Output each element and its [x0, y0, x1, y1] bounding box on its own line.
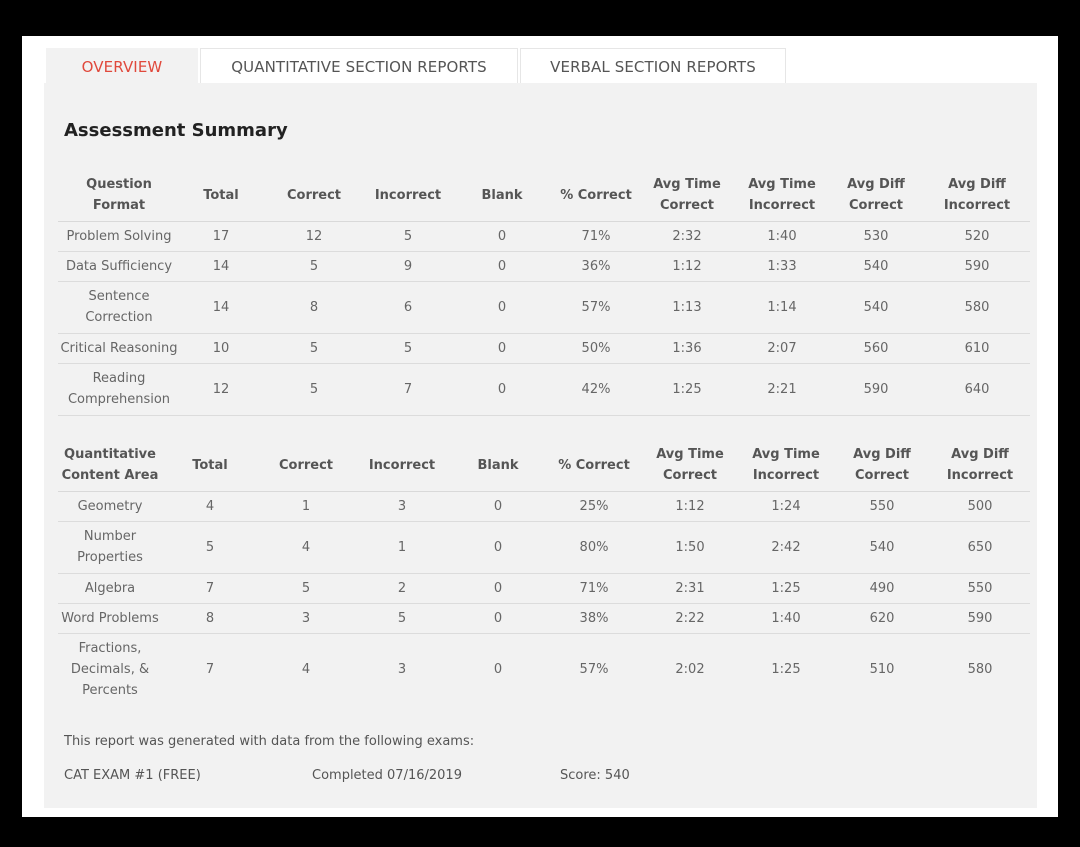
column-header: Avg Diff Correct	[828, 170, 924, 221]
column-header: Quantitative Content Area	[58, 440, 162, 491]
table-cell: 1:24	[738, 491, 834, 521]
table-row	[58, 333, 1030, 363]
row-label-cell: Problem Solving	[58, 221, 180, 251]
table-cell: 550	[930, 573, 1030, 603]
table-cell: 1:14	[736, 281, 828, 333]
table-cell: 0	[450, 363, 554, 415]
table-cell: 50%	[554, 333, 638, 363]
table-cell: 1:13	[638, 281, 736, 333]
column-header: Incorrect	[366, 170, 450, 221]
table-cell: 71%	[546, 573, 642, 603]
table-cell: 1:12	[642, 491, 738, 521]
question-format-table	[58, 170, 1030, 416]
table-cell: 71%	[554, 221, 638, 251]
table-cell: 0	[450, 491, 546, 521]
table-cell: 1:36	[638, 333, 736, 363]
table-cell: 17	[180, 221, 262, 251]
table-row	[58, 251, 1030, 281]
column-header: Avg Diff Incorrect	[924, 170, 1030, 221]
table-cell: 5	[258, 573, 354, 603]
table-cell: 3	[397, 661, 407, 677]
table-cell: 57%	[554, 281, 638, 333]
table-cell: 1:12	[638, 251, 736, 281]
table-cell: 38%	[546, 603, 642, 633]
table-cell: 5	[162, 521, 258, 573]
column-header: Avg Diff Incorrect	[930, 440, 1030, 491]
table-cell: 1:50	[642, 521, 738, 573]
column-header: Total	[162, 440, 258, 491]
table-cell: 650	[930, 521, 1030, 573]
table-cell: 550	[834, 491, 930, 521]
table-cell: 540	[828, 281, 924, 333]
table-cell: 0	[493, 661, 503, 677]
table-cell: 540	[834, 521, 930, 573]
table-cell: 490	[834, 573, 930, 603]
table-cell: 7	[366, 363, 450, 415]
column-header: Correct	[258, 440, 354, 491]
table-row	[58, 521, 1030, 573]
column-header: Avg Time Incorrect	[736, 170, 828, 221]
table-cell: 2:02	[675, 661, 705, 677]
table-cell: 590	[930, 603, 1030, 633]
table-cell: 5	[262, 363, 366, 415]
table-cell: 520	[924, 221, 1030, 251]
column-header: % Correct	[554, 170, 638, 221]
content-area-table	[58, 440, 1030, 705]
table-cell: 6	[366, 281, 450, 333]
row-label-cell: Geometry	[58, 491, 162, 521]
table-cell: 590	[828, 363, 924, 415]
column-header: Avg Time Correct	[638, 170, 736, 221]
row-label-cell: Data Sufficiency	[58, 251, 180, 281]
table-cell: 2	[354, 573, 450, 603]
exam-score: Score: 540	[560, 768, 630, 783]
table-cell: 8	[162, 603, 258, 633]
table-cell: 590	[924, 251, 1030, 281]
table-cell: 0	[450, 221, 554, 251]
table-row	[58, 491, 1030, 521]
table-cell: 1:33	[736, 251, 828, 281]
column-header: Total	[180, 170, 262, 221]
table-cell: 0	[450, 281, 554, 333]
tab-overview[interactable]: OVERVIEW	[46, 48, 198, 84]
table-cell: 7	[205, 661, 215, 677]
table-cell: 1	[354, 521, 450, 573]
table-cell: 10	[180, 333, 262, 363]
table-cell: 580	[924, 281, 1030, 333]
table-cell: 2:22	[642, 603, 738, 633]
table-cell: 3	[354, 491, 450, 521]
table-row	[58, 281, 1030, 333]
table-cell: 2:21	[736, 363, 828, 415]
table-cell: 14	[180, 281, 262, 333]
table-cell: 640	[924, 363, 1030, 415]
table-cell: 2:32	[638, 221, 736, 251]
row-label-cell: Algebra	[58, 573, 162, 603]
table-cell: 57%	[579, 661, 609, 677]
table-cell: 540	[828, 251, 924, 281]
table-cell: 620	[834, 603, 930, 633]
table-cell: 2:07	[736, 333, 828, 363]
table-cell: 42%	[554, 363, 638, 415]
table-cell: 4	[258, 521, 354, 573]
table-cell: 0	[450, 251, 554, 281]
table-header-row	[58, 440, 1030, 491]
table-cell: 5	[366, 333, 450, 363]
tab-verbal-section-reports[interactable]: VERBAL SECTION REPORTS	[520, 48, 786, 84]
table-cell: 36%	[554, 251, 638, 281]
table-row	[58, 603, 1030, 633]
table-cell: 80%	[546, 521, 642, 573]
table-cell: 2:42	[738, 521, 834, 573]
row-label-cell: Reading Comprehension	[58, 363, 180, 415]
row-label-cell: Number Properties	[58, 521, 162, 573]
table-cell: 3	[258, 603, 354, 633]
column-header: Blank	[450, 170, 554, 221]
table-cell: 2:31	[642, 573, 738, 603]
exam-completed-date: Completed 07/16/2019	[312, 768, 462, 783]
table-cell: 530	[828, 221, 924, 251]
table-cell: 5	[262, 251, 366, 281]
table-cell: 1	[258, 491, 354, 521]
table-row	[58, 633, 1030, 705]
table-cell: 0	[450, 333, 554, 363]
column-header: Blank	[450, 440, 546, 491]
table-cell: 14	[180, 251, 262, 281]
report-source-note: This report was generated with data from the following exams:	[64, 734, 475, 749]
table-cell: 12	[180, 363, 262, 415]
table-header-row	[58, 170, 1030, 221]
column-header: Incorrect	[354, 440, 450, 491]
column-header: Correct	[262, 170, 366, 221]
column-header: % Correct	[546, 440, 642, 491]
tab-quantitative-section-reports[interactable]: QUANTITATIVE SECTION REPORTS	[200, 48, 518, 84]
column-header: Avg Time Correct	[642, 440, 738, 491]
table-row	[58, 573, 1030, 603]
row-label-cell: Critical Reasoning	[58, 333, 180, 363]
table-cell: 5	[354, 603, 450, 633]
column-header: Avg Time Incorrect	[738, 440, 834, 491]
row-label-cell: Word Problems	[58, 603, 162, 633]
table-cell: 1:40	[738, 603, 834, 633]
table-cell: 1:40	[736, 221, 828, 251]
table-cell: 5	[262, 333, 366, 363]
table-cell: 500	[930, 491, 1030, 521]
table-cell: 1:25	[771, 661, 801, 677]
table-cell: 5	[366, 221, 450, 251]
column-header: Avg Diff Correct	[834, 440, 930, 491]
overview-panel	[44, 83, 1037, 808]
row-label-cell: Fractions, Decimals, & Percents	[70, 640, 150, 698]
table-cell: 0	[450, 573, 546, 603]
table-cell: 610	[924, 333, 1030, 363]
table-cell: 9	[366, 251, 450, 281]
table-cell: 4	[162, 491, 258, 521]
table-row	[58, 221, 1030, 251]
table-cell: 0	[450, 521, 546, 573]
table-cell: 580	[967, 661, 993, 677]
table-cell: 12	[262, 221, 366, 251]
row-label-cell: Sentence Correction	[58, 281, 180, 333]
table-cell: 1:25	[638, 363, 736, 415]
table-cell: 7	[162, 573, 258, 603]
exam-name: CAT EXAM #1 (FREE)	[64, 768, 201, 783]
table-cell: 560	[828, 333, 924, 363]
table-cell: 0	[450, 603, 546, 633]
table-cell: 8	[262, 281, 366, 333]
column-header: Question Format	[58, 170, 180, 221]
table-cell: 1:25	[738, 573, 834, 603]
table-cell: 510	[869, 661, 895, 677]
table-row	[58, 363, 1030, 415]
table-cell: 4	[301, 661, 311, 677]
page-title: Assessment Summary	[64, 120, 288, 141]
report-window	[22, 36, 1058, 817]
table-cell: 25%	[546, 491, 642, 521]
